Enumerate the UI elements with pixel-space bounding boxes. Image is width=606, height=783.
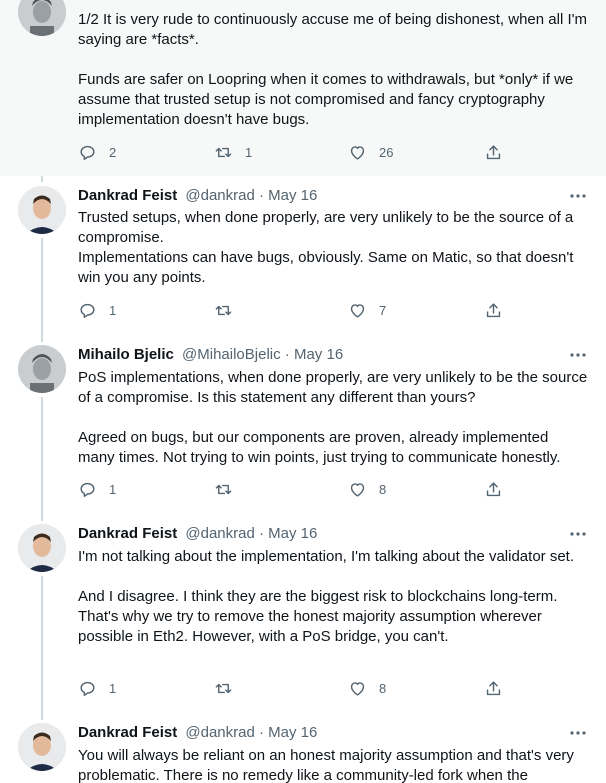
tweet[interactable]	[0, 186, 606, 336]
tweet[interactable]	[0, 723, 606, 783]
retweet-button[interactable]	[214, 678, 245, 698]
tweet-header	[78, 345, 343, 365]
more-options-icon[interactable]	[568, 345, 588, 365]
avatar[interactable]	[18, 0, 66, 36]
handle[interactable]: @dankrad	[185, 724, 255, 741]
more-options-icon[interactable]	[568, 186, 588, 206]
share-button[interactable]	[484, 142, 503, 162]
avatar-mihailo-image	[18, 0, 66, 36]
share-icon	[484, 480, 503, 499]
timestamp[interactable]: May 16	[293, 346, 344, 363]
timestamp[interactable]: May 16	[268, 724, 318, 741]
tweet-text: You will always be reliant on an honest majority assumption and that's very problematic. There is no remedy like a community-led fork when the	[78, 747, 579, 783]
retweet-icon	[214, 143, 233, 162]
separator: ·	[254, 724, 269, 741]
reply-count: 1	[109, 302, 117, 318]
handle[interactable]: @MihailoBjelic	[182, 346, 281, 363]
retweet-button[interactable]	[214, 300, 245, 320]
avatar[interactable]	[18, 186, 66, 234]
reply-button[interactable]	[78, 479, 116, 499]
heart-icon	[348, 480, 367, 499]
heart-icon	[348, 301, 367, 320]
more-options-icon[interactable]	[568, 524, 588, 544]
tweet-header	[78, 186, 317, 206]
avatar[interactable]	[18, 723, 66, 771]
tweet-text: PoS implementations, when done properly, are very unlikely to be the source of a compromise. Is this statement any different than yours? Agreed on bugs, but our components are proven, already implemented many times. Not trying to win points, just trying to communicate honestly.	[78, 369, 588, 466]
reply-button[interactable]	[78, 142, 116, 162]
display-name[interactable]: Mihailo Bjelic	[78, 346, 174, 363]
like-count: 26	[379, 144, 394, 160]
display-name[interactable]: Dankrad Feist	[78, 724, 178, 741]
heart-icon	[348, 679, 367, 698]
reply-icon	[78, 301, 97, 320]
like-button[interactable]	[348, 142, 393, 162]
tweet-header	[78, 524, 317, 544]
timestamp[interactable]: May 16	[268, 187, 318, 204]
avatar-dankrad-image	[18, 186, 66, 234]
share-button[interactable]	[484, 678, 503, 698]
tweet-text: Trusted setups, when done properly, are very unlikely to be the source of a compromise. Implementations can have bugs, obviously. Same on Matic, so that doesn't win you any points.	[78, 209, 574, 286]
display-name[interactable]: Dankrad Feist	[78, 187, 178, 204]
tweet-actions	[78, 479, 518, 499]
tweet-actions	[78, 300, 518, 320]
like-count: 8	[379, 481, 387, 497]
separator: ·	[254, 187, 269, 204]
tweet-actions	[78, 678, 518, 698]
retweet-icon	[214, 480, 233, 499]
avatar[interactable]	[18, 345, 66, 393]
like-button[interactable]	[348, 479, 386, 499]
reply-icon	[78, 480, 97, 499]
share-button[interactable]	[484, 479, 503, 499]
share-button[interactable]	[484, 300, 503, 320]
tweet-header	[78, 723, 317, 743]
retweet-button[interactable]	[214, 142, 252, 162]
reply-button[interactable]	[78, 300, 116, 320]
avatar[interactable]	[18, 524, 66, 572]
retweet-button[interactable]	[214, 479, 245, 499]
reply-icon	[78, 679, 97, 698]
retweet-icon	[214, 679, 233, 698]
reply-count: 2	[109, 144, 117, 160]
tweet[interactable]	[0, 0, 606, 176]
like-button[interactable]	[348, 678, 386, 698]
like-count: 8	[379, 680, 387, 696]
handle[interactable]: @dankrad	[185, 187, 255, 204]
display-name[interactable]: Dankrad Feist	[78, 525, 178, 542]
avatar-mihailo-image	[18, 345, 66, 393]
share-icon	[484, 301, 503, 320]
share-icon	[484, 679, 503, 698]
reply-icon	[78, 143, 97, 162]
like-count: 7	[379, 302, 387, 318]
retweet-count: 1	[245, 144, 253, 160]
more-options-icon[interactable]	[568, 723, 588, 743]
tweet[interactable]	[0, 524, 606, 714]
separator: ·	[254, 525, 269, 542]
separator: ·	[280, 346, 294, 363]
tweet-text: 1/2 It is very rude to continuously accuse me of being dishonest, when all I'm saying are *facts*. Funds are safer on Loopring when it comes to withdrawals, but *only* if we assume that trusted setup is not compromised and fancy cryptography implementation doesn't have bugs.	[78, 11, 587, 128]
heart-icon	[348, 143, 367, 162]
tweet[interactable]	[0, 345, 606, 515]
share-icon	[484, 143, 503, 162]
avatar-dankrad-image	[18, 524, 66, 572]
avatar-dankrad-image	[18, 723, 66, 771]
handle[interactable]: @dankrad	[185, 525, 255, 542]
retweet-icon	[214, 301, 233, 320]
reply-count: 1	[109, 481, 117, 497]
tweet-actions	[78, 142, 518, 162]
reply-count: 1	[109, 680, 117, 696]
reply-button[interactable]	[78, 678, 116, 698]
like-button[interactable]	[348, 300, 386, 320]
tweet-text: I'm not talking about the implementation, I'm talking about the validator set. And I disagree. I think they are the biggest risk to blockchains long-term. That's why we try to remove the honest majority assumption wherever possible in Eth2. However, with a PoS bridge, you can't.	[78, 548, 575, 645]
timestamp[interactable]: May 16	[268, 525, 318, 542]
